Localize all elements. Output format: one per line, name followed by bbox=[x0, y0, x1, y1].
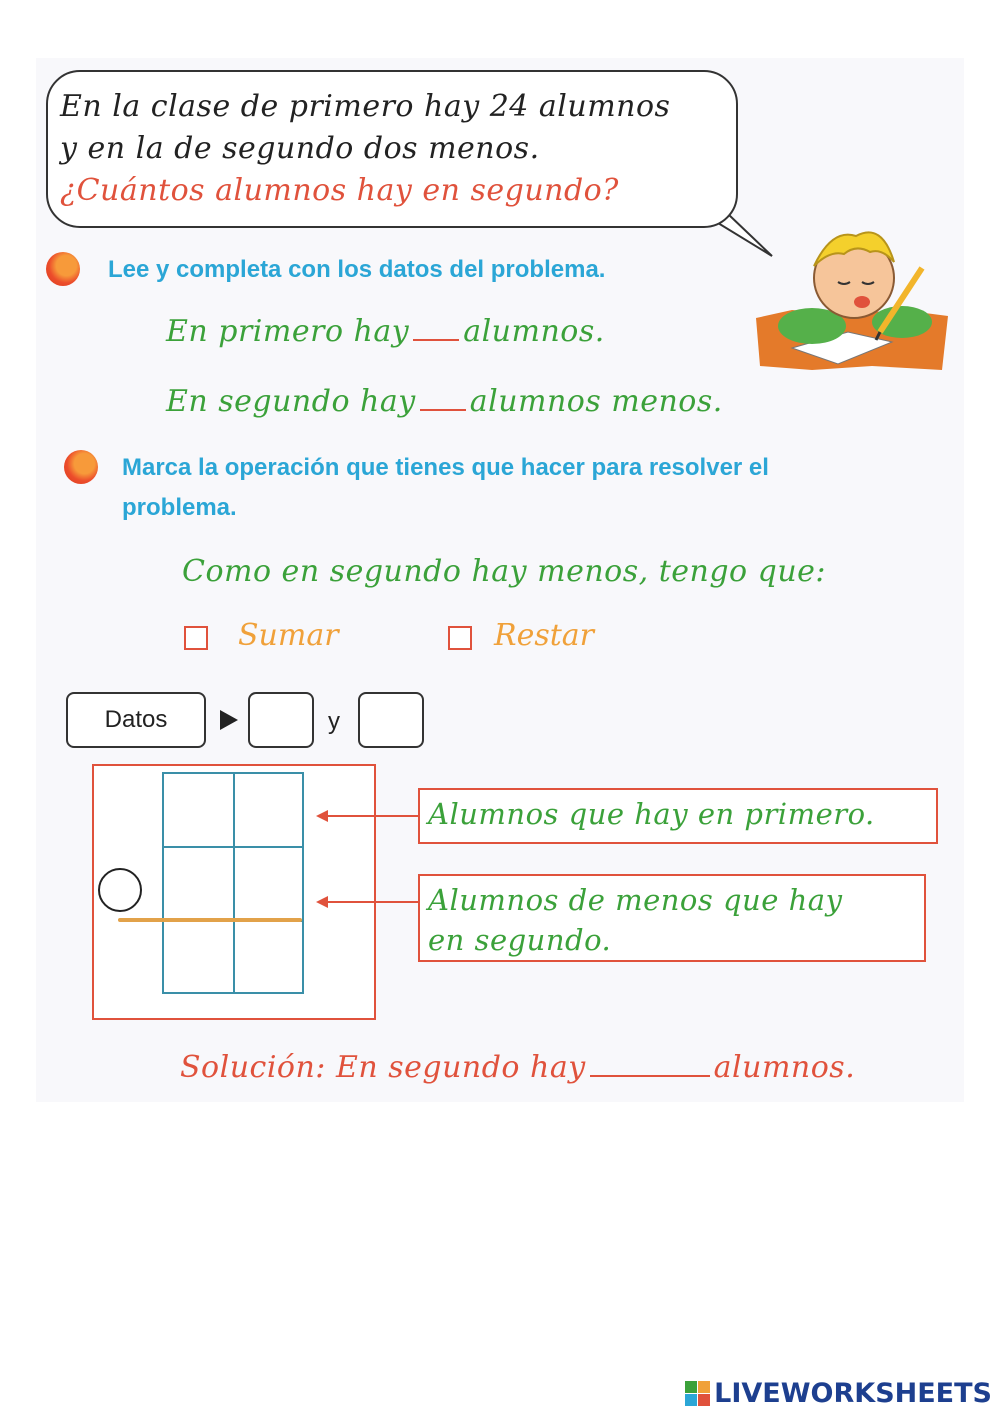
segundo-blank-input[interactable] bbox=[420, 408, 466, 411]
section-2-heading-line-1: Marca la operación que tienes que hacer para resolver el bbox=[122, 454, 769, 481]
sumar-checkbox[interactable] bbox=[184, 626, 208, 650]
problem-line-2: y en la de segundo dos menos. bbox=[60, 131, 540, 166]
primero-sentence bbox=[166, 314, 605, 349]
problem-speech-bubble bbox=[46, 70, 738, 228]
play-arrow-icon bbox=[220, 710, 238, 730]
segundo-start-text: En segundo hay bbox=[166, 384, 416, 419]
label-alumnos-menos-line-1: Alumnos de menos que hay bbox=[428, 883, 843, 917]
arrow-left-icon bbox=[316, 810, 328, 822]
section-1-heading: Lee y completa con los datos del problema. bbox=[108, 256, 606, 283]
sumar-label: Sumar bbox=[238, 618, 339, 653]
operation-line bbox=[118, 918, 302, 922]
section-2-heading bbox=[122, 448, 769, 528]
operation-prompt: Como en segundo hay menos, tengo que: bbox=[182, 554, 827, 589]
primero-end-text: alumnos. bbox=[463, 314, 605, 349]
restar-checkbox[interactable] bbox=[448, 626, 472, 650]
solution-blank-input[interactable] bbox=[590, 1074, 710, 1077]
restar-label: Restar bbox=[494, 618, 595, 653]
operator-sign-input[interactable] bbox=[98, 868, 142, 912]
liveworksheets-logo bbox=[685, 1376, 992, 1410]
solution-sentence bbox=[180, 1050, 855, 1085]
liveworksheets-logo-icon bbox=[685, 1381, 710, 1406]
section-2-bullet-icon bbox=[64, 450, 98, 484]
dato-1-input[interactable] bbox=[248, 692, 314, 748]
label-alumnos-primero: Alumnos que hay en primero. bbox=[418, 788, 938, 844]
segundo-end-text: alumnos menos. bbox=[469, 384, 723, 419]
primero-blank-input[interactable] bbox=[413, 338, 459, 341]
dato-2-input[interactable] bbox=[358, 692, 424, 748]
problem-line-1: En la clase de primero hay 24 alumnos bbox=[60, 89, 671, 124]
label-alumnos-menos bbox=[418, 874, 926, 962]
pointer-arrows bbox=[310, 800, 430, 920]
segundo-sentence bbox=[166, 384, 723, 419]
datos-label-box: Datos bbox=[66, 692, 206, 748]
problem-question: ¿Cuántos alumnos hay en segundo? bbox=[60, 173, 619, 208]
section-2-heading-line-2: problema. bbox=[122, 494, 237, 521]
operation-grid bbox=[162, 772, 304, 994]
label-alumnos-menos-line-2: en segundo. bbox=[428, 923, 612, 957]
section-1-bullet-icon bbox=[46, 252, 80, 286]
primero-start-text: En primero hay bbox=[166, 314, 410, 349]
solution-prefix: Solución: En segundo hay bbox=[180, 1050, 586, 1085]
arrow-left-icon bbox=[316, 896, 328, 908]
connector-y: y bbox=[328, 708, 340, 735]
solution-suffix: alumnos. bbox=[713, 1050, 856, 1085]
brand-text: LIVEWORKSHEETS bbox=[714, 1377, 992, 1409]
boy-writing-illustration bbox=[752, 222, 952, 372]
